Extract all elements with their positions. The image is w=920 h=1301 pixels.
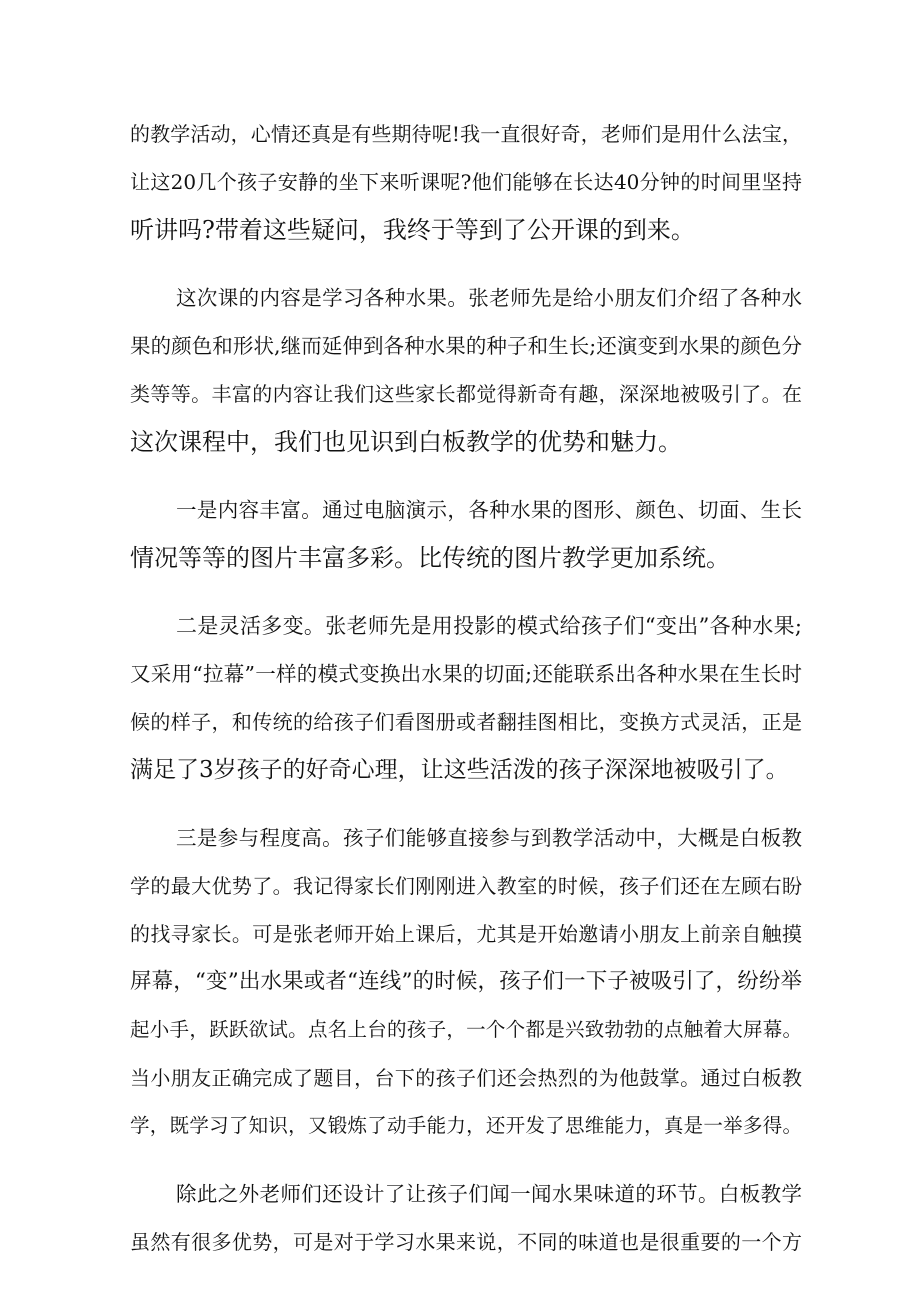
text-line: 学，既学习了知识，又锻炼了动手能力，还开发了思维能力，真是一举多得。: [130, 1114, 802, 1137]
text-line: 屏幕，“变”出水果或者“连线”的时候，孩子们一下子被吸引了，纷纷举: [130, 969, 802, 994]
text-line: 的找寻家长。可是张老师开始上课后，尤其是开始邀请小朋友上前亲自触摸: [130, 922, 802, 946]
text-line: 满足了3岁孩子的好奇心理，让这些活泼的孩子深深地被吸引了。: [130, 757, 789, 783]
text-line: 让这20几个孩子安静的坐下来听课呢?他们能够在长达40分钟的时间里坚持: [130, 170, 802, 194]
text-line: 类等等。丰富的内容让我们这些家长都觉得新奇有趣，深深地被吸引了。在: [130, 382, 802, 406]
paragraph-intro: [130, 110, 802, 254]
text-line: 果的颜色和形状,继而延伸到各种水果的种子和生长;还演变到水果的颜色分: [130, 334, 802, 358]
paragraph-lesson-content: [130, 274, 802, 466]
paragraph-point-three: [130, 814, 802, 1150]
paragraph-smell-activity: [130, 1170, 802, 1266]
text-line: 虽然有很多优势，可是对于学习水果来说，不同的味道也是很重要的一个方: [130, 1230, 802, 1254]
text-line: 候的样子，和传统的给孩子们看图册或者翻挂图相比，变换方式灵活，正是: [130, 710, 802, 734]
paragraph-point-one: [130, 486, 802, 582]
document-page: [130, 110, 802, 1286]
text-line: 情况等等的图片丰富多彩。比传统的图片教学更加系统。: [130, 544, 730, 572]
text-line: 的教学活动，心情还真是有些期待呢!我一直很好奇，老师们是用什么法宝，: [130, 122, 802, 146]
text-line: 学的最大优势了。我记得家长们刚刚进入教室的时候，孩子们还在左顾右盼: [130, 874, 802, 898]
text-line: 二是灵活多变。张老师先是用投影的模式给孩子们“变出”各种水果;: [176, 614, 802, 638]
paragraph-point-two: [130, 602, 802, 794]
text-line: 三是参与程度高。孩子们能够直接参与到教学活动中，大概是白板教: [176, 826, 802, 850]
text-line: 当小朋友正确完成了题目，台下的孩子们还会热烈的为他鼓掌。通过白板教: [130, 1066, 802, 1090]
text-line: 一是内容丰富。通过电脑演示，各种水果的图形、颜色、切面、生长: [176, 498, 802, 522]
text-line: 这次课的内容是学习各种水果。张老师先是给小朋友们介绍了各种水: [176, 286, 802, 310]
text-line: 又采用“拉幕”一样的模式变换出水果的切面;还能联系出各种水果在生长时: [130, 662, 802, 686]
text-line: 起小手，跃跃欲试。点名上台的孩子，一个个都是兴致勃勃的点触着大屏幕。: [130, 1018, 802, 1041]
text-line: 听讲吗?带着这些疑问，我终于等到了公开课的到来。: [130, 216, 695, 244]
text-line: 除此之外老师们还设计了让孩子们闻一闻水果味道的环节。白板教学: [176, 1182, 802, 1206]
text-line: 这次课程中，我们也见识到白板教学的优势和魅力。: [130, 428, 682, 456]
